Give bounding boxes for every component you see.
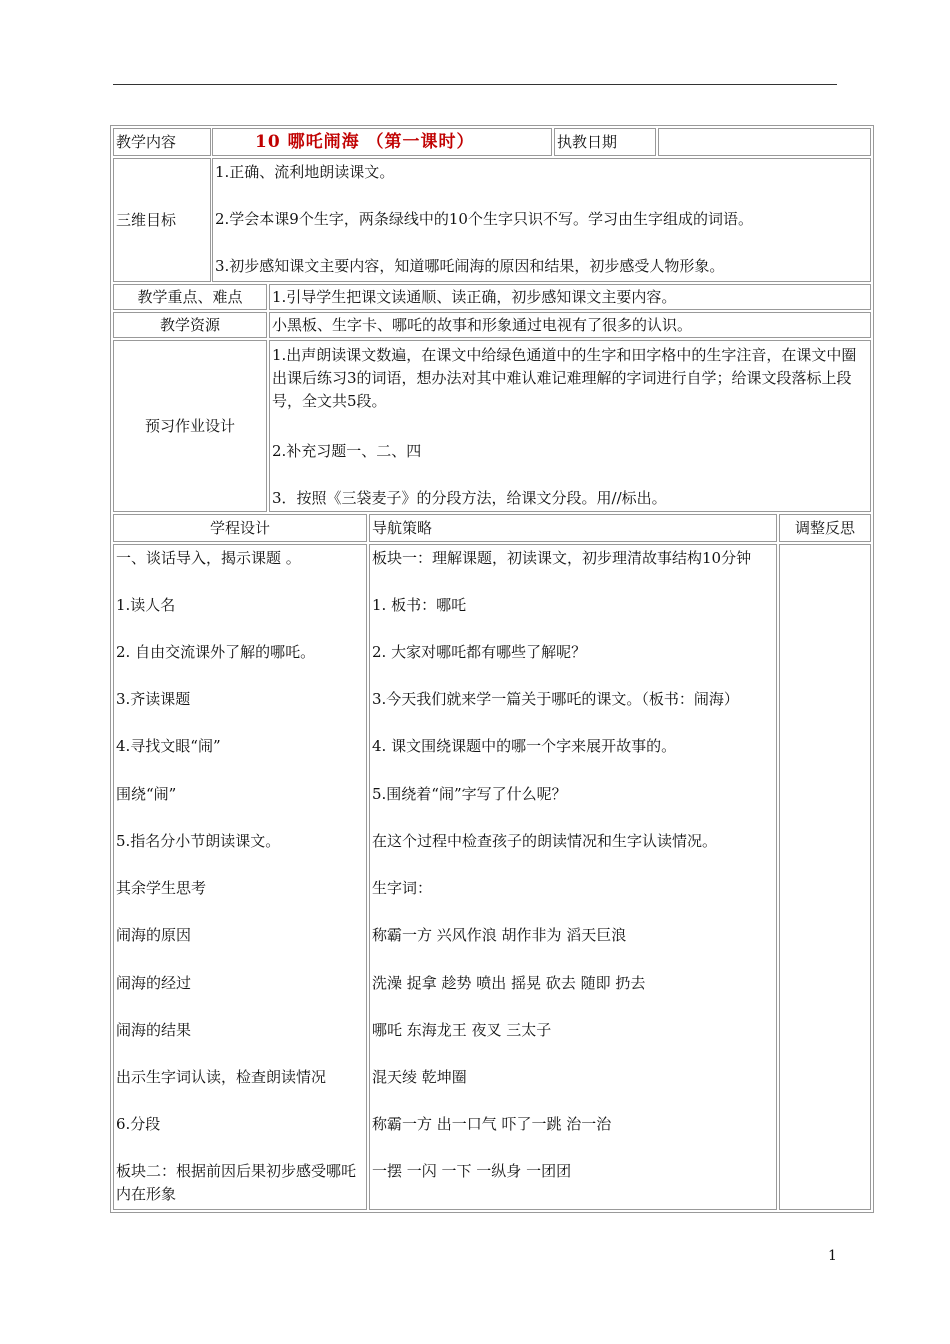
- design-line: 板块二：根据前因后果初步感受哪吒内在形象: [116, 1162, 357, 1203]
- preview-label: 预习作业设计: [144, 416, 235, 435]
- strategy-line: 3.今天我们就来学一篇关于哪吒的课文。（板书：闹海）: [372, 690, 739, 708]
- strategy-line: 一摆 一闪 一下 一纵身 一团团: [372, 1162, 572, 1180]
- process-strategy-cell: [369, 544, 777, 1210]
- design-line: 一、谈话导入，揭示课题 。: [116, 549, 301, 567]
- content-label-cell: [113, 128, 211, 156]
- process-header-strategy: 导航策略: [369, 514, 777, 542]
- preview-item: 3．按照《三袋麦子》的分段方法，给课文分段。用//标出。: [272, 489, 667, 507]
- strategy-line: 4. 课文围绕课题中的哪一个字来展开故事的。: [372, 737, 677, 755]
- key-points-label-cell: [113, 284, 267, 310]
- strategy-line: 2. 大家对哪吒都有哪些了解呢？: [372, 643, 587, 661]
- key-points-cell: [269, 284, 871, 310]
- preview-cell: [269, 340, 871, 512]
- strategy-line: 生字词：: [372, 879, 433, 897]
- process-header-design: 学程设计: [113, 514, 367, 542]
- objective-item: 2.学会本课9个生字，两条绿线中的10个生字只识不写。学习由生字组成的词语。: [215, 210, 753, 228]
- strategy-line: 称霸一方 出一口气 吓了一跳 治一治: [372, 1115, 612, 1133]
- process-design-cell: [113, 544, 367, 1210]
- design-line: 1.读人名: [116, 596, 176, 614]
- objective-item: 3.初步感知课文主要内容，知道哪吒闹海的原因和结果，初步感受人物形象。: [215, 257, 725, 275]
- header-rule: [113, 84, 837, 85]
- resources-text: 小黑板、生字卡、哪吒的故事和形象通过电视有了很多的认识。: [272, 315, 693, 334]
- design-line: 3.齐读课题: [116, 690, 191, 708]
- design-line: 闹海的经过: [116, 974, 192, 992]
- design-line: 围绕“闹”: [116, 785, 177, 803]
- process-reflection-cell: [779, 544, 871, 1210]
- design-line: 出示生字词认读，检查朗读情况: [116, 1068, 327, 1086]
- preview-item: 2.补充习题一、二、四: [272, 442, 422, 460]
- objectives-label-cell: [113, 158, 211, 282]
- objectives-label: 三维目标: [116, 210, 177, 229]
- design-line: 4.寻找文眼“闹”: [116, 737, 221, 755]
- content-label: 教学内容: [116, 132, 177, 151]
- preview-item: 1.出声朗读课文数遍，在课文中给绿色通道中的生字和田字格中的生字注音，在课文中圈出课后练习3的词语，想办法对其中难认难记难理解的字词进行自学；给课文段落标上段号，全文共5段。: [272, 346, 857, 410]
- strategy-line: 洗澡 捉拿 趁势 喷出 摇晃 砍去 随即 扔去: [372, 974, 646, 992]
- design-line: 闹海的原因: [116, 926, 192, 944]
- strategy-line: 板块一：理解课题，初读课文，初步理清故事结构10分钟: [372, 549, 752, 567]
- lesson-title: 10 哪吒闹海 （第一课时）: [255, 131, 475, 152]
- key-points-label: 教学重点、难点: [137, 287, 243, 306]
- strategy-line: 在这个过程中检查孩子的朗读情况和生字认读情况。: [372, 832, 718, 850]
- design-line: 其余学生思考: [116, 879, 207, 897]
- design-line: 5.指名分小节朗读课文。: [116, 832, 281, 850]
- strategy-line: 混天绫 乾坤圈: [372, 1068, 467, 1086]
- design-line: 2. 自由交流课外了解的哪吒。: [116, 643, 316, 661]
- strategy-line: 5.围绕着“闹”字写了什么呢？: [372, 785, 567, 803]
- date-label: 执教日期: [557, 132, 618, 151]
- lesson-title-cell: [212, 128, 552, 156]
- objective-item: 1.正确、流利地朗读课文。: [215, 163, 395, 181]
- process-header-reflection: 调整反思: [779, 514, 871, 542]
- date-label-cell: [554, 128, 656, 156]
- key-points-text: 1.引导学生把课文读通顺、读正确，初步感知课文主要内容。: [272, 287, 677, 306]
- resources-cell: [269, 312, 871, 338]
- page-number: 1: [828, 1248, 837, 1264]
- resources-label: 教学资源: [159, 315, 220, 334]
- strategy-line: 1. 板书：哪吒: [372, 596, 467, 614]
- objectives-cell: [212, 158, 871, 282]
- resources-label-cell: [113, 312, 267, 338]
- preview-label-cell: [113, 340, 267, 512]
- strategy-line: 哪吒 东海龙王 夜叉 三太子: [372, 1021, 552, 1039]
- date-value-cell: [658, 128, 871, 156]
- design-line: 6.分段: [116, 1115, 161, 1133]
- design-line: 闹海的结果: [116, 1021, 192, 1039]
- strategy-line: 称霸一方 兴风作浪 胡作非为 滔天巨浪: [372, 926, 627, 944]
